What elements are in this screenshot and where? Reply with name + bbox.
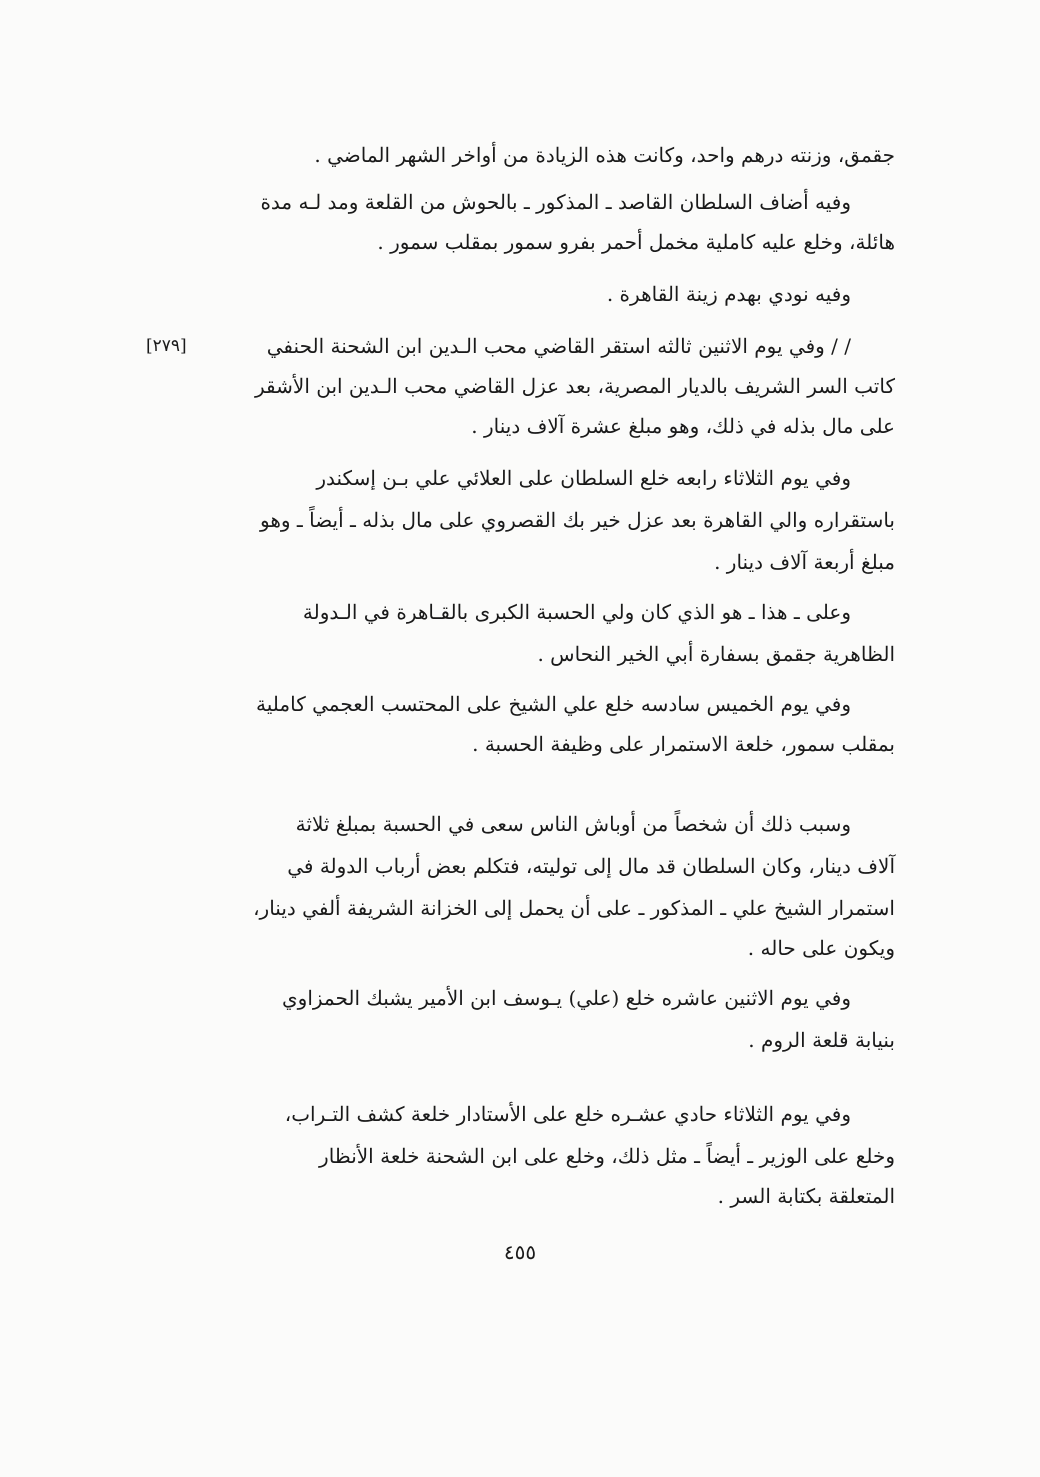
text-line: استمرار الشيخ علي ـ المذكور ـ على أن يحمل إلى الخزانة الشريفة ألفي دينار، — [253, 896, 895, 920]
text-line: آلاف دينار، وكان السلطان قد مال إلى توليته، فتكلم بعض أرباب الدولة في — [287, 854, 895, 878]
text-line: وفي يوم الخميس سادسه خلع علي الشيخ على المحتسب العجمي كاملية — [256, 692, 851, 716]
text-line: على مال بذله في ذلك، وهو مبلغ عشرة آلاف دينار . — [471, 414, 895, 438]
text-line: وفي يوم الثلاثاء رابعه خلع السلطان على العلائي علي بـن إسكندر — [316, 466, 851, 490]
text-line: المتعلقة بكتابة السر . — [717, 1184, 895, 1208]
text-line: وفيه نودي بهدم زينة القاهرة . — [606, 282, 851, 306]
text-line: كاتب السر الشريف بالديار المصرية، بعد عزل القاضي محب الـدين ابن الأشقر — [255, 374, 895, 398]
text-line: وفيه أضاف السلطان القاصد ـ المذكور ـ بالحوش من القلعة ومد لـه مدة — [260, 190, 851, 214]
margin-page-reference: [٢٧٩] — [146, 336, 187, 356]
text-line: بنيابة قلعة الروم . — [748, 1028, 895, 1052]
text-line: وعلى ـ هذا ـ هو الذي كان ولي الحسبة الكبرى بالقـاهرة في الـدولة — [302, 600, 851, 624]
text-line: هائلة، وخلع عليه كاملية مخمل أحمر بفرو سمور بمقلب سمور . — [377, 230, 895, 254]
text-line: وسبب ذلك أن شخصاً من أوباش الناس سعى في الحسبة بمبلغ ثلاثة — [295, 812, 851, 836]
text-line: باستقراره والي القاهرة بعد عزل خير بك القصروي على مال بذله ـ أيضاً ـ وهو — [260, 508, 895, 532]
text-line: / / وفي يوم الاثنين ثالثه استقر القاضي محب الـدين ابن الشحنة الحنفي — [266, 334, 851, 358]
text-line: مبلغ أربعة آلاف دينار . — [714, 550, 895, 574]
text-line: الظاهرية جقمق بسفارة أبي الخير النحاس . — [537, 642, 895, 666]
text-line: ويكون على حاله . — [747, 936, 895, 960]
text-line: وفي يوم الاثنين عاشره خلع (علي) يـوسف ابن الأمير يشبك الحمزاوي — [282, 986, 851, 1010]
text-line: وفي يوم الثلاثاء حادي عشـره خلع على الأستادار خلعة كشف التـراب، — [284, 1102, 851, 1126]
text-line: بمقلب سمور، خلعة الاستمرار على وظيفة الحسبة . — [472, 732, 895, 756]
text-line: جقمق، وزنته درهم واحد، وكانت هذه الزيادة من أواخر الشهر الماضي . — [314, 143, 895, 167]
page-number: ٤٥٥ — [503, 1240, 537, 1264]
text-line: وخلع على الوزير ـ أيضاً ـ مثل ذلك، وخلع على ابن الشحنة خلعة الأنظار — [319, 1144, 895, 1168]
